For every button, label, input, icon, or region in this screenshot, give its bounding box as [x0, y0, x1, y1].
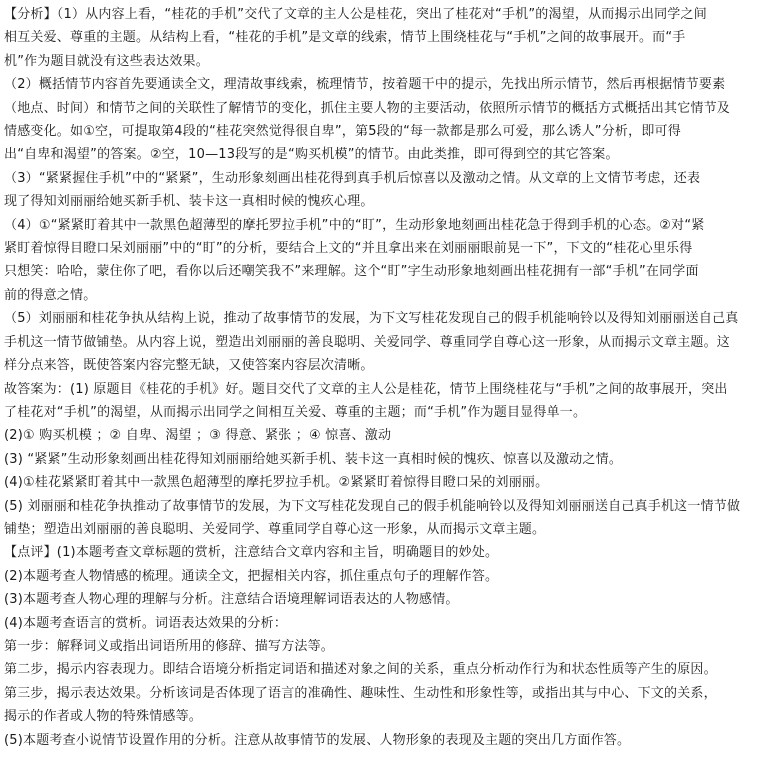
analysis-line: 相互关爱、尊重的主题。从结构上看，“桂花的手机”是文章的线索，情节上围绕桂花与“手机”之间的故事展开。而“手: [4, 30, 686, 46]
comment-line: 第三步，揭示表达效果。分析该词是否体现了语言的准确性、趣味性、生动性和形象性等，或指出其与中心、下文的关系，: [4, 685, 717, 701]
analysis-line: 【分析】（1）从内容上看，“桂花的手机”交代了文章的主人公是桂花，突出了桂花对“手机”的渴望，从而揭示出同学之间: [4, 7, 707, 22]
comment-line: 第二步，揭示内容表现力。即结合语境分析指定词语和描述对象之间的关系，重点分析动作行为和状态性质等产生的原因。: [4, 662, 717, 678]
answer-line: (4)①桂花紧紧盯着其中一款黑色超薄型的摩托罗拉手机。②紧紧盯着惊得目瞪口呆的刘丽丽。: [4, 475, 549, 491]
analysis-line: 前的得意之情。: [4, 287, 97, 303]
analysis-section: [4, 3, 774, 378]
comment-line: (3)本题考查人物心理的理解与分析。注意结合语境理解词语表达的人物感情。: [4, 592, 459, 608]
analysis-line: 紧盯着惊得目瞪口呆刘丽丽”中的“盯”的分析，要结合上文的“并且拿出来在刘丽丽眼前晃一下”，下文的“桂花心里乐得: [4, 241, 693, 257]
comment-line: 揭示的作者或人物的特殊情感等。: [4, 709, 203, 725]
answer-line: (3) “紧紧”生动形象刻画出桂花得知刘丽丽给她买新手机、装卡这一真相时候的愧疚、惊喜以及激动之情。: [4, 451, 623, 467]
comment-line: (2)本题考查人物情感的梳理。通读全文，把握相关内容，抓住重点句子的理解作答。: [4, 568, 499, 584]
comment-line: (4)本题考查语言的赏析。词语表达效果的分析：: [4, 615, 288, 631]
analysis-line: 现了得知刘丽丽给她买新手机、装卡这一真相时候的愧疚心理。: [4, 194, 374, 210]
analysis-line: 样分点来答，既使答案内容完整无缺，又使答案内容层次清晰。: [4, 358, 374, 374]
answer-line: 了桂花对“手机”的渴望，从而揭示出同学之间相互关爱、尊重的主题；而“手机”作为题目显得单一。: [4, 404, 587, 420]
comment-line: (5)本题考查小说情节设置作用的分析。注意从故事情节的发展、人物形象的表现及主题的突出几方面作答。: [4, 732, 631, 748]
analysis-line: 情感变化。如①空，可提取第4段的“桂花突然觉得很自卑”，第5段的“每一款都是那么可爱，那么诱人”分析，即可得: [4, 124, 681, 140]
comment-line: 第一步：解释词义或指出词语所用的修辞、描写方法等。: [4, 638, 335, 654]
analysis-line: （4）①“紧紧盯着其中一款黑色超薄型的摩托罗拉手机”中的“盯”，生动形象地刻画出桂花急于得到手机的心态。②对“紧: [4, 217, 705, 233]
comment-line: 【点评】(1)本题考查文章标题的赏析，注意结合文章内容和主旨，明确题目的妙处。: [4, 545, 499, 561]
analysis-line: 出“自卑和渴望”的答案。②空，10—13段写的是“购买机模”的情节。由此类推，即可得到空的其它答案。: [4, 147, 619, 163]
analysis-line: 手机这一情节做铺垫。从内容上说，塑造出刘丽丽的善良聪明、关爱同学、尊重同学自尊心这一形象，从而揭示文章主题。这: [4, 334, 731, 350]
answer-line: (2)① 购买机模 ；② 自卑、渴望 ；③ 得意、紧张 ；④ 惊喜、激动: [4, 428, 392, 444]
analysis-line: （3）“紧紧握住手机”中的“紧紧”，生动形象刻画出桂花得到真手机后惊喜以及激动之情。从文章的上文情节考虑，还表: [4, 170, 701, 186]
analysis-line: （2）概括情节内容首先要通读全文，理清故事线索，梳理情节，按着题干中的提示，先找出所示情节，然后再根据情节要素: [4, 77, 726, 93]
comment-section: [4, 541, 774, 752]
analysis-line: （地点、时间）和情节之间的关联性了解情节的变化，抓住主要人物的主要活动，依照所示情节的概括方式概括出其它情节及: [4, 100, 731, 116]
answer-line: (5) 刘丽丽和桂花争执推动了故事情节的发展，为下文写桂花发现自己的假手机能响铃以及得知刘丽丽送自己真手机这一情节做: [4, 498, 741, 514]
analysis-line: （5）刘丽丽和桂花争执从结构上说，推动了故事情节的发展，为下文写桂花发现自己的假手机能响铃以及得知刘丽丽送自己真: [4, 311, 739, 327]
analysis-line: 只想笑：哈哈，蒙住你了吧，看你以后还嘲笑我不”来理解。这个“盯”字生动形象地刻画出桂花拥有一部“手机”在同学面: [4, 264, 699, 280]
answer-line: 故答案为：(1) 原题目《桂花的手机》好。题目交代了文章的主人公是桂花，情节上围绕桂花与“手机”之间的故事展开，突出: [4, 381, 728, 397]
analysis-line: 机”作为题目就没有这些表达效果。: [4, 53, 209, 69]
answer-section: [4, 378, 774, 542]
answer-line: 铺垫；塑造出刘丽丽的善良聪明、关爱同学、尊重同学自尊心这一形象，从而揭示文章主题。: [4, 521, 546, 537]
